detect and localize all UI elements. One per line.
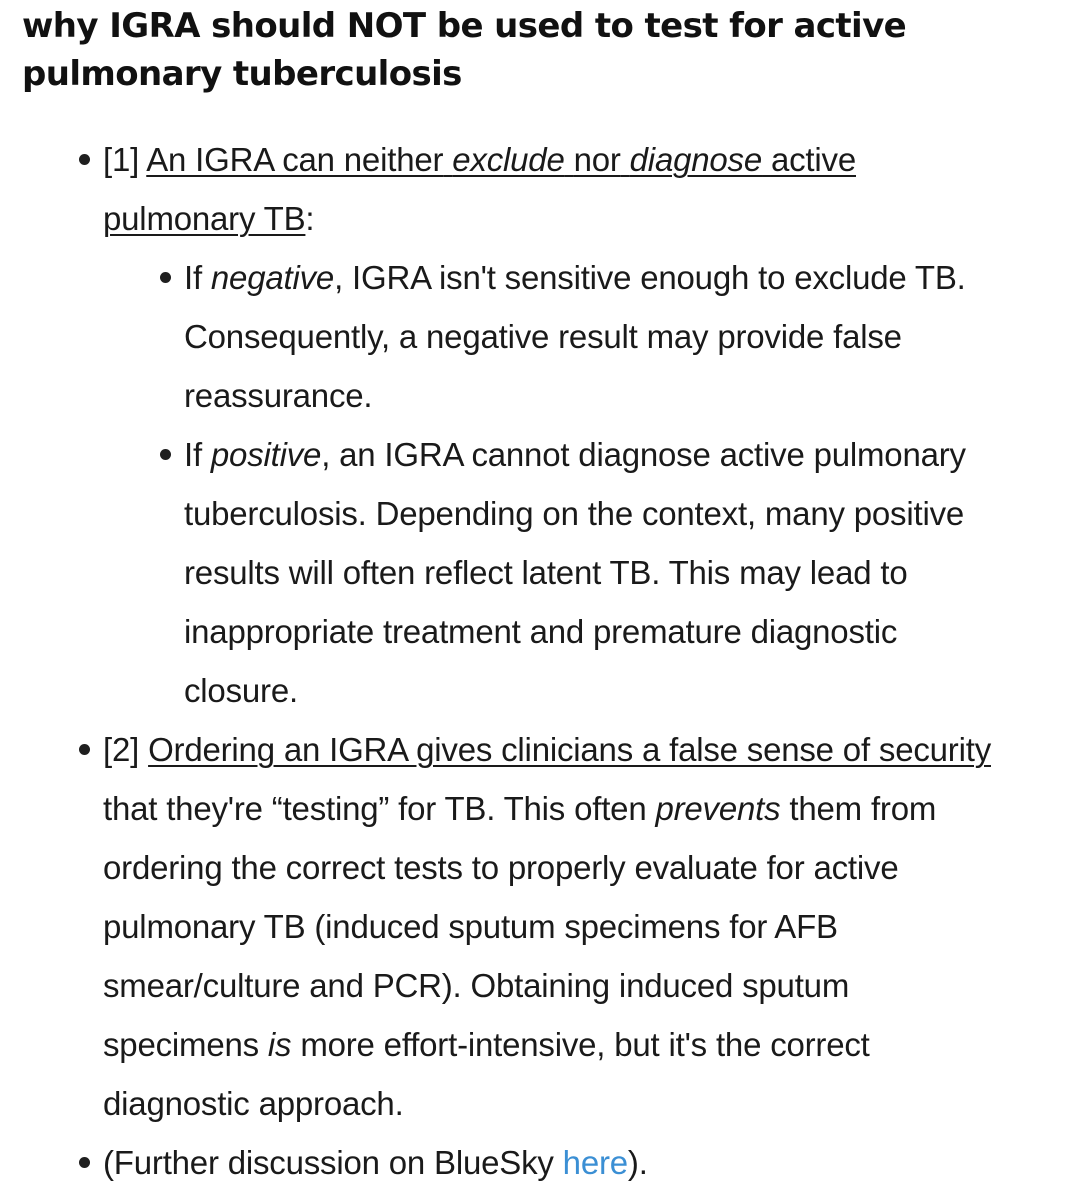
emphasis-prevents: prevents [655,790,781,827]
key-point-text: An IGRA can neither exclude nor diagnose active [146,141,856,178]
bullet-icon [79,154,90,165]
bullet-icon [79,744,90,755]
key-point-text: Ordering an IGRA gives clinicians a false sense of security [148,731,991,768]
page-title: why IGRA should NOT be used to test for active pulmonary tuberculosis [22,6,907,94]
list-item-2: [2] Ordering an IGRA gives clinicians a false sense of security that they're “testing” for TB. This often prevents them from ordering the correct tests to properly evaluate for active pulmonary TB (induced sputum specimens for AFB smear/culture and PCR). Obtaining induced sputum specimens is more effort-intensive, but it's the correct diagnostic approach. [103,720,1068,1133]
sub-list-item-positive: If positive, an IGRA cannot diagnose active pulmonary tuberculosis. Depending on the context, many positive results will often reflect latent TB. This may lead to inappropriate treatment and premature diagnostic closure. [184,425,1064,720]
item-1-line-1 [103,130,1068,189]
bullet-icon [79,1157,90,1168]
bullet-icon [160,449,171,460]
bluesky-link[interactable]: here [562,1144,628,1181]
list-item-3: (Further discussion on BlueSky here). [103,1133,1068,1192]
emphasis-is: is [267,1026,292,1063]
emphasis-exclude: exclude [452,141,565,178]
sub-list-item-negative: If negative, IGRA isn't sensitive enough to exclude TB. Consequently, a negative result may provide false reassurance. [184,248,1064,425]
bullet-icon [160,272,171,283]
key-point-text-continued: pulmonary TB [103,200,306,237]
reference-number: [1] [103,141,140,178]
emphasis-diagnose: diagnose [629,141,763,178]
emphasis-negative: negative [210,259,335,296]
emphasis-positive: positive [210,436,322,473]
reference-number: [2] [103,731,140,768]
list-item-1 [103,130,1068,248]
item-1-line-2: pulmonary TB: [103,200,315,237]
